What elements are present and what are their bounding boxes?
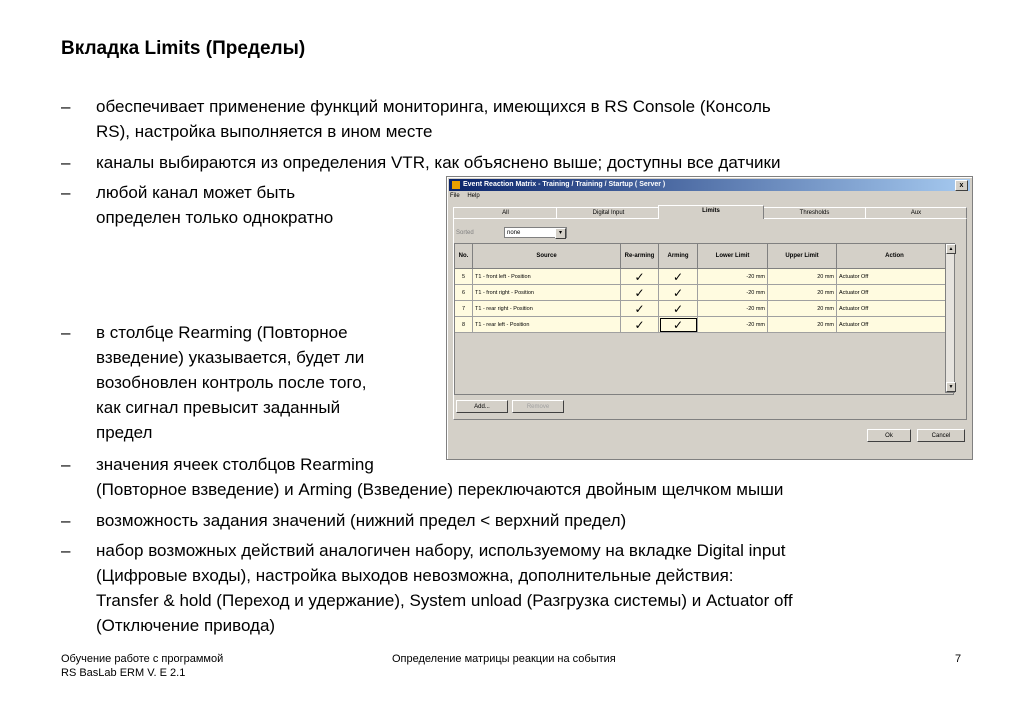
bullet-line: Transfer & hold (Переход и удержание), System unload (Разгрузка системы) и Actuator off	[96, 591, 793, 610]
bullet-line: (Отключение привода)	[96, 616, 276, 635]
bullet-dash: –	[61, 511, 71, 530]
ok-button[interactable]: Ok	[867, 429, 911, 442]
cell-upper-limit[interactable]: 20 mm	[768, 317, 837, 333]
cell-lower-limit[interactable]: -20 mm	[698, 269, 768, 285]
cancel-button[interactable]: Cancel	[917, 429, 965, 442]
bullet-line: каналы выбираются из определения VTR, как объяснено выше; доступны все датчики	[96, 153, 781, 172]
cell-lower-limit[interactable]: -20 mm	[698, 301, 768, 317]
table-row[interactable]	[455, 269, 953, 285]
cell-lower-limit[interactable]: -20 mm	[698, 285, 768, 301]
cell-source[interactable]: T1 - front left - Position	[473, 269, 621, 285]
column-header-rearming[interactable]: Re-arming	[621, 244, 659, 269]
tab-all[interactable]: All	[453, 207, 558, 218]
bullet-line: в столбце Rearming (Повторное	[96, 323, 348, 342]
bullet-dash: –	[61, 183, 71, 202]
rearming-check-icon[interactable]: ✓	[621, 285, 659, 301]
tab-digital-input[interactable]: Digital Input	[556, 207, 661, 218]
cell-action[interactable]: Actuator Off	[837, 285, 953, 301]
cell-upper-limit[interactable]: 20 mm	[768, 269, 837, 285]
page-number: 7	[955, 653, 962, 665]
column-header-source[interactable]: Source	[473, 244, 621, 269]
add-button[interactable]: Add...	[456, 400, 508, 413]
cell-action[interactable]: Actuator Off	[837, 317, 953, 333]
rearming-check-icon[interactable]: ✓	[621, 301, 659, 317]
scroll-up-icon[interactable]: ▲	[946, 244, 956, 254]
bullet-dash: –	[61, 153, 71, 172]
cell-no: 6	[455, 285, 473, 301]
bullet-line: любой канал может быть	[96, 183, 296, 202]
cell-no: 5	[455, 269, 473, 285]
table-row[interactable]	[455, 301, 953, 317]
cell-action[interactable]: Actuator Off	[837, 269, 953, 285]
bullet-line: возможность задания значений (нижний предел < верхний предел)	[96, 511, 627, 530]
footer-left	[61, 652, 223, 680]
event-reaction-matrix-window	[446, 176, 973, 460]
menu-bar	[450, 193, 486, 199]
column-header-action[interactable]: Action	[837, 244, 953, 269]
table-row[interactable]	[455, 285, 953, 301]
bullet-line: (Цифровые входы), настройка выходов невозможна, дополнительные действия:	[96, 566, 734, 585]
arming-check-icon[interactable]: ✓	[659, 317, 698, 333]
menu-help[interactable]: Help	[467, 193, 480, 199]
slide-title: Вкладка Limits (Пределы)	[61, 38, 306, 59]
menu-file[interactable]: File	[450, 193, 460, 199]
footer-version: RS BasLab ERM V. E 2.1	[61, 667, 186, 679]
cell-upper-limit[interactable]: 20 mm	[768, 285, 837, 301]
limits-grid	[454, 243, 954, 395]
bullet-line: (Повторное взведение) и Arming (Взведение) переключаются двойным щелчком мыши	[96, 480, 784, 499]
bullet-line: определен только однократно	[96, 208, 334, 227]
bullet-dash: –	[61, 541, 71, 560]
bullet-line: значения ячеек столбцов Rearming	[96, 455, 374, 474]
cell-source[interactable]: T1 - rear left - Position	[473, 317, 621, 333]
footer-center: Определение матрицы реакции на события	[392, 653, 616, 665]
sorted-value: none	[507, 230, 521, 236]
tab-limits[interactable]: Limits	[658, 205, 764, 219]
tab-thresholds[interactable]: Thresholds	[762, 207, 867, 218]
bullet-line: предел	[96, 423, 153, 442]
bullet-line: набор возможных действий аналогичен набору, используемому на вкладке Digital input	[96, 541, 786, 560]
rearming-check-icon[interactable]: ✓	[621, 269, 659, 285]
remove-button[interactable]: Remove	[512, 400, 564, 413]
column-header-upper-limit[interactable]: Upper Limit	[768, 244, 837, 269]
cell-upper-limit[interactable]: 20 mm	[768, 301, 837, 317]
bullet-line: возобновлен контроль после того,	[96, 373, 367, 392]
dropdown-arrow-icon[interactable]: ▾	[555, 228, 566, 239]
arming-check-icon[interactable]: ✓	[659, 285, 698, 301]
column-header-no[interactable]: No.	[455, 244, 473, 269]
sorted-label: Sorted	[456, 230, 474, 236]
bullet-line: RS), настройка выполняется в ином месте	[96, 122, 433, 141]
app-logo-icon	[452, 181, 460, 189]
bullet-line: обеспечивает применение функций мониторинга, имеющихся в RS Console (Консоль	[96, 97, 771, 116]
rearming-check-icon[interactable]: ✓	[621, 317, 659, 333]
bullet-dash: –	[61, 97, 71, 116]
close-button[interactable]: x	[955, 180, 968, 191]
footer-course: Обучение работе с программой	[61, 653, 224, 665]
cell-no: 8	[455, 317, 473, 333]
sorted-select[interactable]	[504, 227, 567, 238]
scroll-down-icon[interactable]: ▼	[946, 382, 956, 392]
bullet-dash: –	[61, 323, 71, 342]
cell-source[interactable]: T1 - rear right - Position	[473, 301, 621, 317]
cell-no: 7	[455, 301, 473, 317]
window-title: Event Reaction Matrix - Training / Training / Startup ( Server )	[463, 181, 666, 188]
tab-aux[interactable]: Aux	[865, 207, 967, 218]
cell-source[interactable]: T1 - front right - Position	[473, 285, 621, 301]
bullet-line: как сигнал превысит заданный	[96, 398, 341, 417]
tab-strip	[453, 206, 965, 218]
column-header-arming[interactable]: Arming	[659, 244, 698, 269]
bullet-line: взведение) указывается, будет ли	[96, 348, 365, 367]
table-row[interactable]	[455, 317, 953, 333]
arming-check-icon[interactable]: ✓	[659, 301, 698, 317]
column-header-lower-limit[interactable]: Lower Limit	[698, 244, 768, 269]
bullet-dash: –	[61, 455, 71, 474]
window-titlebar	[449, 179, 970, 191]
arming-check-icon[interactable]: ✓	[659, 269, 698, 285]
cell-action[interactable]: Actuator Off	[837, 301, 953, 317]
vertical-scrollbar[interactable]	[945, 243, 955, 393]
cell-lower-limit[interactable]: -20 mm	[698, 317, 768, 333]
